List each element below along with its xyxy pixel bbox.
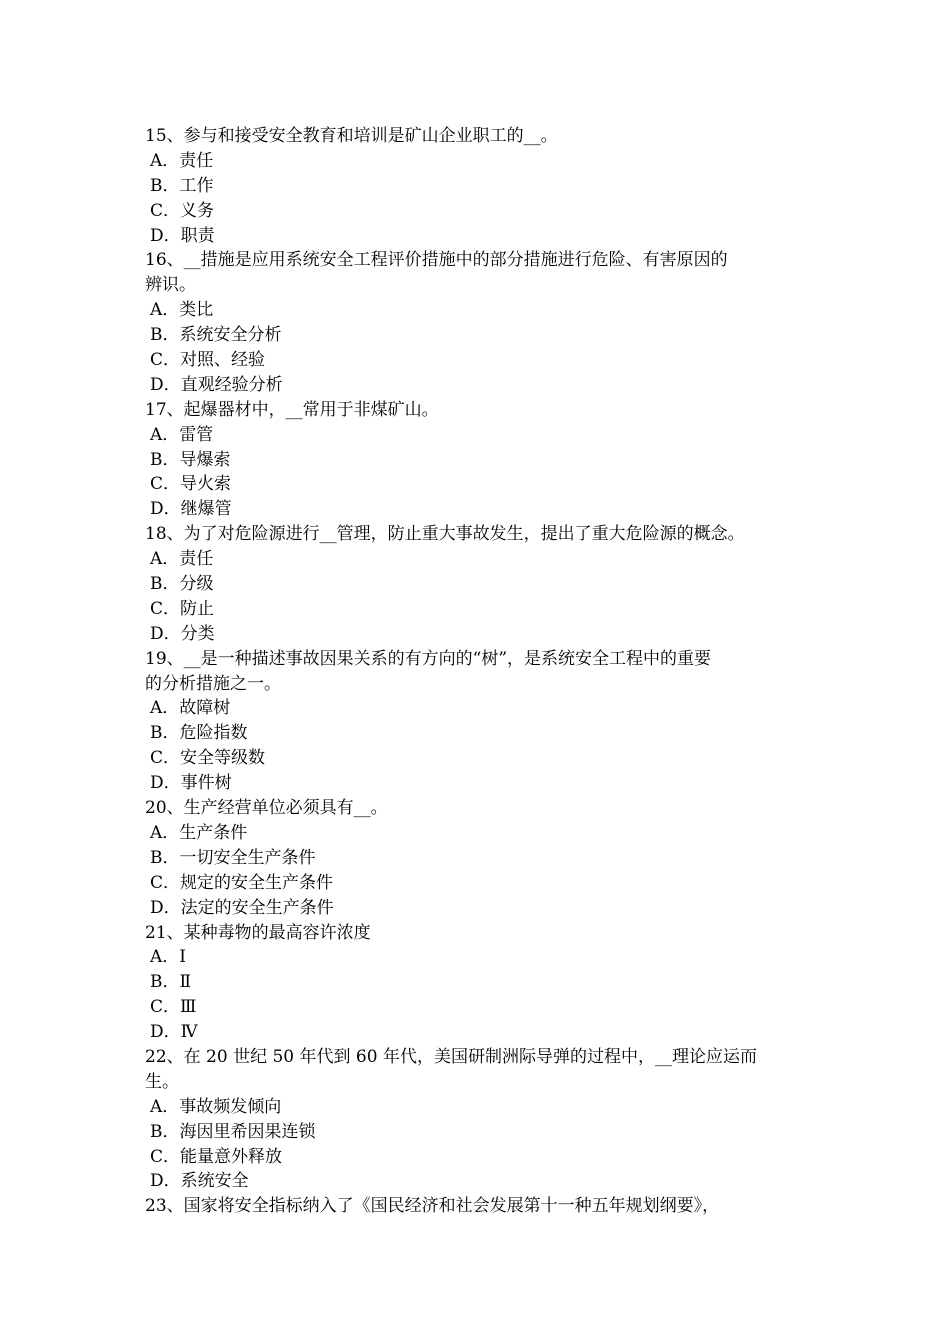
question-block [145,522,810,646]
option-letter: A． [150,822,180,843]
option-letter: D． [150,1171,181,1192]
option-letter: C． [150,997,181,1018]
question-text-continued: 的分析措施之一。 [145,673,281,694]
question-block [145,1194,810,1219]
option-letter: C． [150,350,181,371]
option-text: 分级 [179,574,214,595]
option-text: 对照、经验 [180,350,266,371]
question-block [145,1045,810,1194]
option-letter: A． [150,549,180,570]
option-b [145,448,810,473]
option-b [145,323,810,348]
option-letter: D． [150,1022,181,1043]
option-text: 义务 [180,200,215,221]
option-b [145,1120,810,1145]
option-text: 故障树 [179,698,231,719]
question-text: 17、起爆器材中，__常用于非煤矿山。 [145,399,439,420]
option-a [145,423,810,448]
option-d [145,1169,810,1194]
option-text: 海因里希因果连锁 [179,1121,316,1142]
option-letter: A． [150,424,180,445]
option-text: 系统安全 [180,1171,249,1192]
option-c [145,1145,810,1170]
option-text: 雷管 [179,424,214,445]
option-letter: A． [150,1096,180,1117]
option-a [145,547,810,572]
option-text: 责任 [179,150,214,171]
option-text: 事件树 [180,773,232,794]
option-a [145,821,810,846]
option-d [145,622,810,647]
question-text-continued: 辨识。 [145,275,196,296]
option-letter: A． [150,150,180,171]
question-block [145,921,810,1045]
question-text: 21、某种毒物的最高容许浓度 [145,922,371,943]
question-block [145,124,810,248]
option-text: 类比 [179,300,214,321]
question-block [145,398,810,522]
option-c [145,597,810,622]
option-text: 导爆索 [179,449,231,470]
option-letter: D． [150,225,181,246]
option-text: Ⅰ [179,947,186,968]
question-text: 20、生产经营单位必须具有__。 [145,798,388,819]
question-text: 22、在 20 世纪 50 年代到 60 年代，美国研制洲际导弹的过程中，__理论应运而 [145,1046,757,1067]
option-text: 事故频发倾向 [179,1096,282,1117]
option-letter: D． [150,374,181,395]
option-letter: B． [150,325,180,346]
question-text-continued: 生。 [145,1071,179,1092]
option-text: 继爆管 [180,499,232,520]
option-text: 法定的安全生产条件 [180,897,334,918]
option-letter: C． [150,474,181,495]
option-text: 能量意外释放 [180,1146,283,1167]
option-text: 一切安全生产条件 [179,847,316,868]
question-block [145,248,810,397]
option-text: 生产条件 [179,822,248,843]
option-letter: B． [150,574,180,595]
option-text: 工作 [179,175,214,196]
option-letter: D． [150,623,181,644]
option-letter: B． [150,449,180,470]
question-block [145,796,810,920]
option-c [145,472,810,497]
option-letter: A． [150,698,180,719]
option-letter: A． [150,947,180,968]
option-b [145,970,810,995]
option-text: 分类 [180,623,215,644]
option-d [145,224,810,249]
option-text: Ⅳ [180,1022,198,1043]
option-a [145,696,810,721]
question-text: 23、国家将安全指标纳入了《国民经济和社会发展第十一种五年规划纲要》， [145,1196,720,1217]
option-text: 系统安全分析 [179,325,282,346]
option-text: 防止 [180,598,215,619]
question-text: 19、__是一种描述事故因果关系的有方向的“树”，是系统安全工程中的重要 [145,648,712,669]
option-d [145,896,810,921]
option-letter: B． [150,972,180,993]
option-letter: D． [150,897,181,918]
question-text: 16、__措施是应用系统安全工程评价措施中的部分措施进行危险、有害原因的 [145,250,728,271]
option-letter: C． [150,200,181,221]
option-letter: B． [150,847,180,868]
option-a [145,945,810,970]
option-c [145,348,810,373]
option-text: Ⅲ [180,997,197,1018]
question-block [145,647,810,796]
option-letter: B． [150,1121,180,1142]
option-letter: D． [150,499,181,520]
option-text: 直观经验分析 [180,374,283,395]
option-a [145,1095,810,1120]
option-d [145,771,810,796]
option-b [145,174,810,199]
option-text: 危险指数 [179,723,248,744]
option-letter: D． [150,773,181,794]
option-a [145,298,810,323]
option-b [145,572,810,597]
option-a [145,149,810,174]
option-letter: C． [150,748,181,769]
option-b [145,721,810,746]
option-letter: B． [150,175,180,196]
option-text: 职责 [180,225,215,246]
option-letter: A． [150,300,180,321]
option-c [145,746,810,771]
option-text: 导火索 [180,474,232,495]
option-text: 责任 [179,549,214,570]
option-c [145,995,810,1020]
option-b [145,846,810,871]
option-text: Ⅱ [179,972,192,993]
option-text: 规定的安全生产条件 [180,872,334,893]
option-letter: C． [150,872,181,893]
option-c [145,199,810,224]
option-d [145,1020,810,1045]
option-c [145,871,810,896]
option-d [145,373,810,398]
document-page [145,124,810,1219]
option-text: 安全等级数 [180,748,266,769]
option-d [145,497,810,522]
option-letter: B． [150,723,180,744]
option-letter: C． [150,598,181,619]
question-text: 18、为了对危险源进行__管理，防止重大事故发生，提出了重大危险源的概念。 [145,524,745,545]
option-letter: C． [150,1146,181,1167]
question-text: 15、参与和接受安全教育和培训是矿山企业职工的__。 [145,126,558,146]
